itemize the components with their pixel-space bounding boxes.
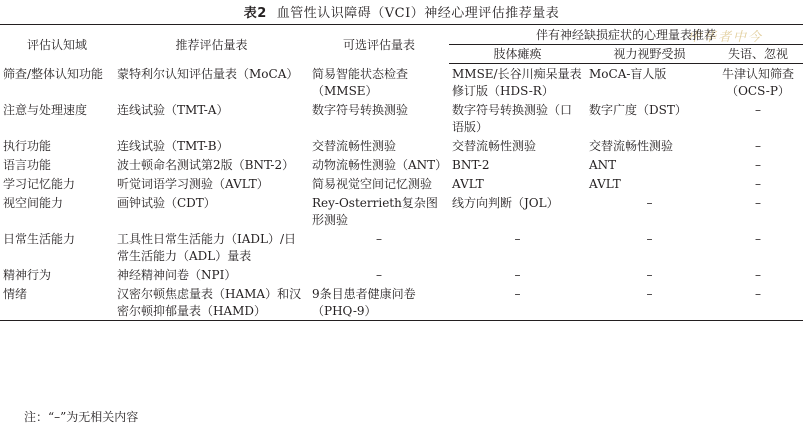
cell-limb: 交替流畅性测验 xyxy=(452,139,537,153)
table-row xyxy=(0,284,803,321)
cell-limb: – xyxy=(449,284,586,321)
cell-optional: – xyxy=(376,232,382,246)
table-title xyxy=(0,2,803,21)
table-row xyxy=(0,265,803,284)
table-row xyxy=(0,193,803,229)
table-row xyxy=(0,174,803,193)
cell-domain: 日常生活能力 xyxy=(3,232,76,246)
cell-aphasia: – xyxy=(755,139,761,153)
cell-limb: – xyxy=(514,232,521,246)
cell-vision: – xyxy=(586,284,713,321)
cell-vision: – xyxy=(646,232,653,246)
cell-vision: ANT xyxy=(589,158,617,172)
table-row xyxy=(0,64,803,101)
cell-aphasia: – xyxy=(755,268,761,282)
table-label: 表2 xyxy=(243,6,267,21)
header-recommended: 推荐评估量表 xyxy=(114,25,309,64)
cell-domain: 筛查/整体认知功能 xyxy=(3,66,104,81)
cell-optional: Rey-Osterrieth复杂图形测验 xyxy=(312,196,438,227)
cell-limb: – xyxy=(514,268,521,282)
cell-vision: AVLT xyxy=(589,177,621,191)
table-row xyxy=(0,229,803,265)
cell-limb: 数字符号转换测验（口语版） xyxy=(452,103,573,134)
header-optional: 可选评估量表 xyxy=(309,25,449,64)
cell-recommended: 连线试验（TMT-A） xyxy=(117,103,229,117)
cell-optional: 数字符号转换测验 xyxy=(312,103,409,117)
table-footnote: 注：“–”为无相关内容 xyxy=(24,410,139,424)
cell-aphasia: 牛津认知筛查（OCS-P） xyxy=(722,67,795,98)
cell-aphasia: – xyxy=(713,284,803,321)
cell-limb: MMSE/长谷川痴呆量表修订版（HDS-R） xyxy=(452,67,582,98)
cell-aphasia: – xyxy=(755,196,761,210)
table-body xyxy=(0,64,803,321)
cell-optional: 简易智能状态检查（MMSE） xyxy=(312,66,409,98)
cell-optional: 9条目患者健康问卷（PHQ-9） xyxy=(309,284,449,321)
cell-recommended: 画钟试验（CDT） xyxy=(117,196,216,210)
cell-optional: 交替流畅性测验 xyxy=(312,139,397,153)
cell-optional: 动物流畅性测验（ANT） xyxy=(312,158,448,172)
cell-domain: 学习记忆能力 xyxy=(3,177,76,191)
cell-vision: – xyxy=(646,268,653,282)
table-caption: 血管性认识障碍（VCI）神经心理评估推荐量表 xyxy=(276,6,560,21)
cell-domain: 视空间能力 xyxy=(3,196,64,210)
watermark-stamp: 中华者中今 xyxy=(688,30,764,45)
assessment-table xyxy=(0,24,803,321)
header-group: 伴有神经缺损症状的心理量表推荐 xyxy=(449,25,803,45)
cell-vision: 交替流畅性测验 xyxy=(589,139,674,153)
header-vision: 视力视野受损 xyxy=(586,45,713,64)
header-domain: 评估认知域 xyxy=(0,25,114,64)
cell-domain: 注意与处理速度 xyxy=(3,103,88,117)
header-limb: 肢体瘫痪 xyxy=(449,45,586,64)
cell-domain: 情绪 xyxy=(0,284,114,321)
cell-recommended: 蒙特利尔认知评估量表（MoCA） xyxy=(117,66,299,81)
table-row xyxy=(0,100,803,136)
cell-aphasia: – xyxy=(755,232,761,246)
cell-aphasia: – xyxy=(755,158,761,172)
header-aphasia: 失语、忽视 xyxy=(713,45,803,64)
cell-domain: 执行功能 xyxy=(3,139,52,153)
cell-recommended: 汉密尔顿焦虑量表（HAMA）和汉密尔顿抑郁量表（HAMD） xyxy=(114,284,309,321)
cell-optional: – xyxy=(376,268,382,282)
cell-recommended: 波士顿命名测试第2版（BNT-2） xyxy=(117,158,295,172)
table-row xyxy=(0,155,803,174)
cell-aphasia: – xyxy=(755,103,761,117)
cell-vision: MoCA-盲人版 xyxy=(589,67,667,81)
cell-recommended: 连线试验（TMT-B） xyxy=(117,139,229,153)
cell-recommended: 工具性日常生活能力（IADL）/日常生活能力（ADL）量表 xyxy=(117,232,297,263)
table-row xyxy=(0,136,803,155)
cell-vision: – xyxy=(646,196,653,210)
cell-vision: 数字广度（DST） xyxy=(589,103,687,117)
cell-limb: AVLT xyxy=(452,177,484,191)
cell-limb: 线方向判断（JOL） xyxy=(452,196,559,210)
cell-optional: 简易视觉空间记忆测验 xyxy=(312,177,433,191)
cell-aphasia: – xyxy=(755,177,761,191)
cell-recommended: 听觉词语学习测验（AVLT） xyxy=(117,177,269,191)
cell-recommended: 神经精神问卷（NPI） xyxy=(117,268,237,282)
cell-domain: 精神行为 xyxy=(3,268,52,282)
cell-limb: BNT-2 xyxy=(452,158,490,172)
cell-domain: 语言功能 xyxy=(3,158,52,172)
